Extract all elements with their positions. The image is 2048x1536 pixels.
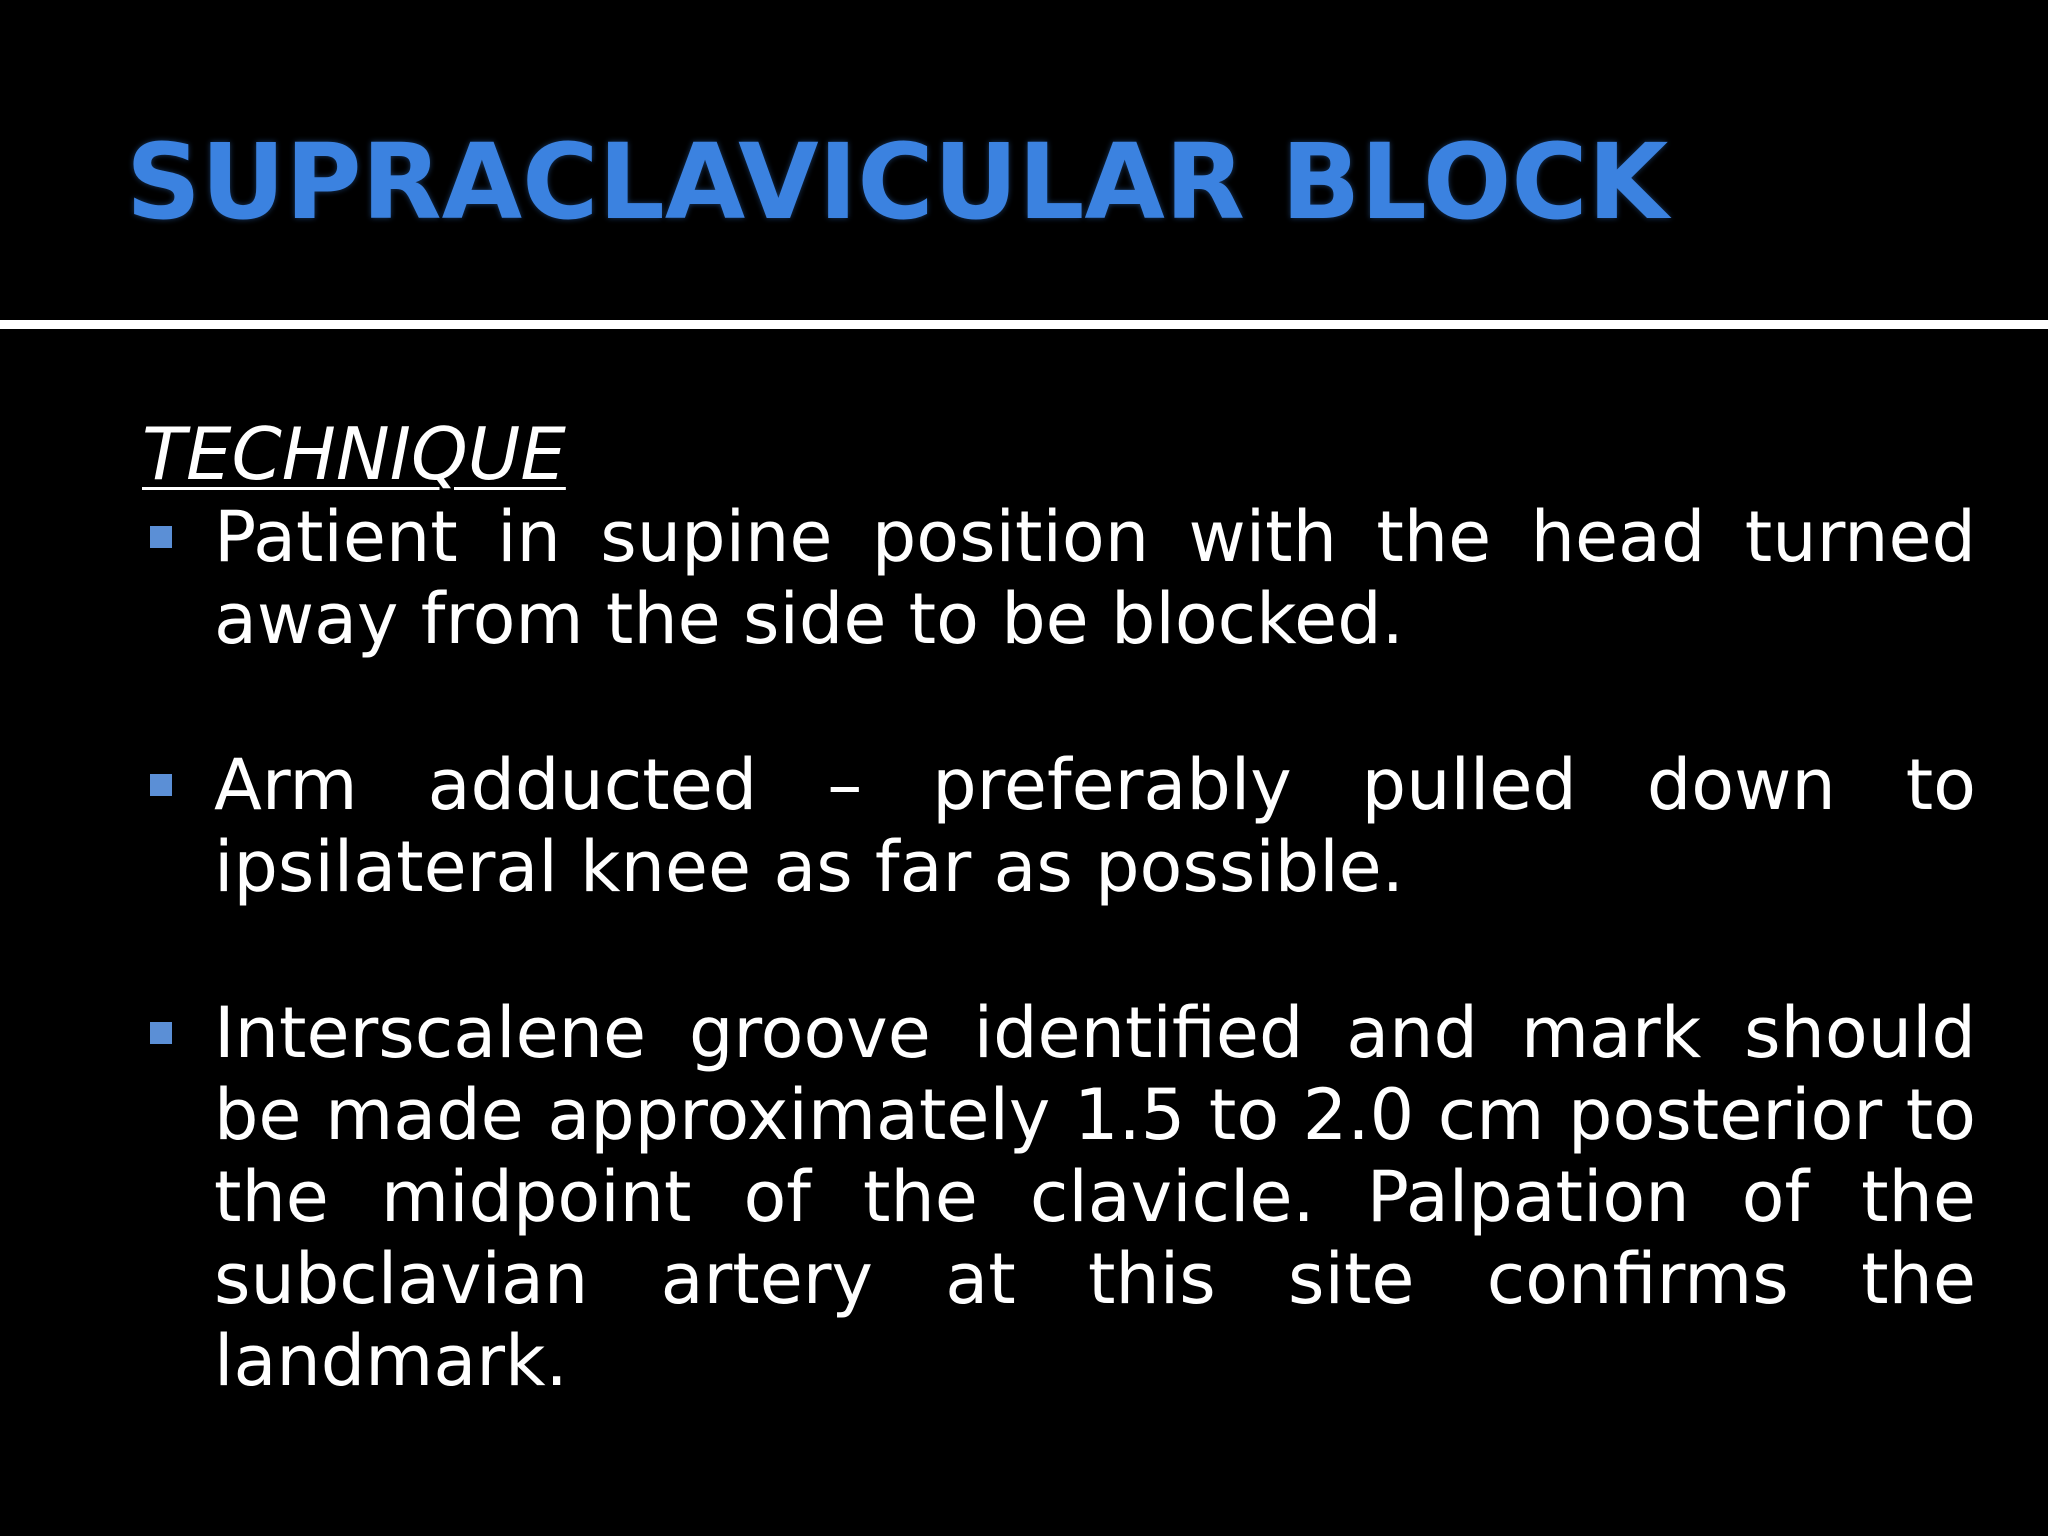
square-bullet-icon bbox=[150, 526, 172, 548]
bullet-text: Patient in supine position with the head turned away from the side to be blocked. bbox=[214, 496, 1976, 660]
square-bullet-icon bbox=[150, 774, 172, 796]
bullet-item bbox=[142, 992, 1976, 1402]
section-heading: TECHNIQUE bbox=[142, 412, 566, 496]
bullet-list bbox=[142, 496, 1976, 1402]
slide-title: SUPRACLAVICULAR BLOCK bbox=[126, 121, 1669, 243]
bullet-item bbox=[142, 744, 1976, 908]
square-bullet-icon bbox=[150, 1022, 172, 1044]
slide-content bbox=[142, 412, 1976, 1402]
bullet-text: Interscalene groove identified and mark should be made approximately 1.5 to 2.0 cm posterior to the midpoint of the clavicle. Palpation of the subclavian artery at this site confirms the landmark. bbox=[214, 992, 1976, 1402]
bullet-item bbox=[142, 496, 1976, 660]
section-heading-wrapper bbox=[142, 412, 1976, 496]
title-divider bbox=[0, 320, 2048, 329]
bullet-text: Arm adducted – preferably pulled down to ipsilateral knee as far as possible. bbox=[214, 744, 1976, 908]
